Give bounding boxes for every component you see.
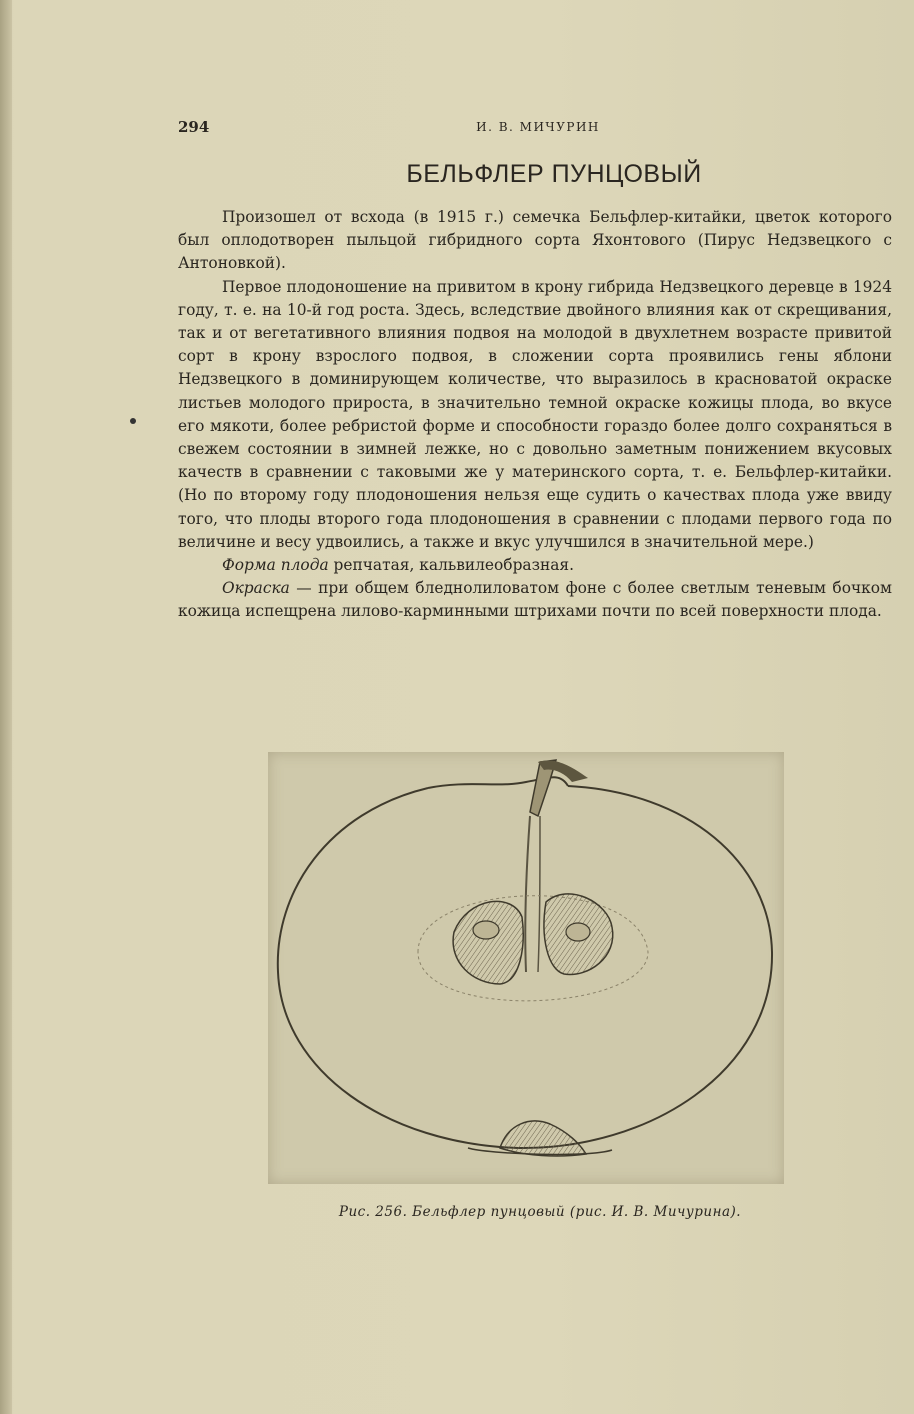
paragraph-shape — [178, 554, 892, 577]
page-binding-edge — [0, 0, 12, 1414]
article-body — [178, 206, 892, 624]
ink-dot — [130, 418, 136, 424]
article-title: БЕЛЬФЛЕР ПУНЦОВЫЙ — [406, 160, 702, 188]
running-head-author: И. В. МИЧУРИН — [476, 120, 600, 134]
running-head — [178, 118, 890, 142]
seed-right — [566, 923, 590, 941]
paragraph-color — [178, 577, 892, 623]
figure-caption: Рис. 256. Бельфлер пунцовый (рис. И. В. Мичурина). — [338, 1204, 742, 1220]
page-number: 294 — [178, 118, 210, 136]
shape-label: Форма плода — [222, 556, 329, 575]
core-line — [525, 816, 530, 972]
paragraph-fruiting: Первое плодоношение на привитом в крону гибрида Недзвецкого деревце в 1924 году, т. е. на 10-й год роста. Здесь, вследствие двойного влияния как от скрещивания, так и от вегетативного влияния подвоя на молодой в двухлетнем возрасте привитой сорт в крону взрослого подвоя, в сложении сорта проявились гены яблони Недзвецкого в доминирующем количестве, что выразилось в красноватой окраске листьев молодого прироста, в значительно темной окраске кожицы плода, во вкусе его мякоти, более ребристой форме и способности гораздо более долго сохраняться в свежем состоянии в зимней лежке, но с довольно заметным понижением вкусовых качеств в сравнении с таковыми же у материнского сорта, т. е. Бельфлер-китайки. (Но по второму году плодоношения нельзя еще судить о качествах плода уже ввиду того, что плоды второго года плодоношения в сравнении с плодами первого года по величине и весу удвоились, а также и вкус улучшился в значительной мере.) — [178, 277, 892, 551]
core-boundary — [418, 896, 648, 1001]
paragraph-origin: Произошел от всхода (в 1915 г.) семечка Бельфлер-китайки, цветок которого был оплодотворен пыльцой гибридного сорта Яхонтового (Пирус Недзвецкого с Антоновкой). — [178, 208, 892, 273]
core-line-right — [538, 816, 540, 972]
seed-chamber-left — [453, 901, 523, 984]
shape-text: репчатая, кальвилеобразная. — [328, 556, 575, 575]
seed-left — [473, 921, 499, 939]
color-text: — при общем бледнолиловатом фоне с более светлым теневым бочком кожица испещрена лилово-карминными штрихами почти по всей поверхности плода. — [178, 579, 892, 621]
apple-cross-section-figure — [268, 752, 784, 1184]
calyx — [500, 1121, 586, 1156]
apple-drawing — [268, 752, 784, 1184]
color-label: Окраска — [222, 579, 290, 598]
